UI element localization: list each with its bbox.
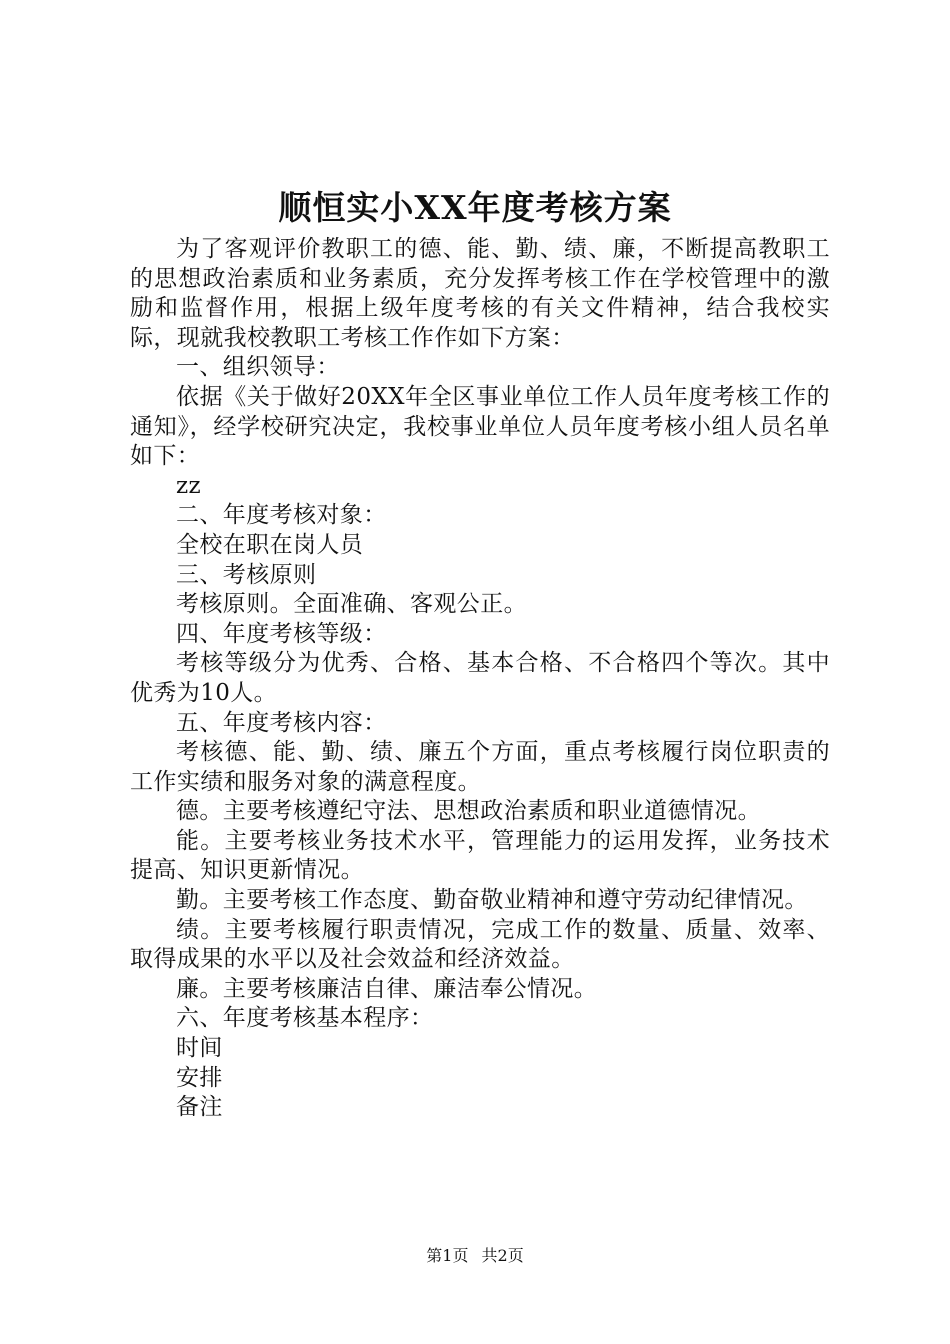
paragraph-grades: 考核等级分为优秀、合格、基本合格、不合格四个等次。其中优秀为10人。 bbox=[130, 650, 830, 706]
page-number: 第1页 bbox=[426, 1246, 469, 1265]
paragraph-ji: 绩。主要考核履行职责情况，完成工作的数量、质量、效率、取得成果的水平以及社会效益和经济效益。 bbox=[130, 916, 830, 973]
heading-principle: 三、考核原则 bbox=[176, 561, 317, 588]
page-total: 共2页 bbox=[481, 1246, 524, 1265]
heading-assessment-target: 二、年度考核对象： bbox=[176, 502, 387, 529]
heading-procedure: 六、年度考核基本程序： bbox=[176, 1005, 434, 1032]
paragraph-time: 时间 bbox=[176, 1035, 223, 1062]
heading-grades: 四、年度考核等级： bbox=[176, 620, 387, 647]
paragraph-member-list: zz bbox=[176, 472, 202, 499]
paragraph-content: 考核德、能、勤、绩、廉五个方面，重点考核履行岗位职责的工作实绩和服务对象的满意程度。 bbox=[130, 739, 830, 795]
paragraph-de: 德。主要考核遵纪守法、思想政治素质和职业道德情况。 bbox=[176, 798, 761, 825]
paragraph-notes: 备注 bbox=[176, 1094, 223, 1121]
heading-content: 五、年度考核内容： bbox=[176, 709, 387, 736]
paragraph-intro: 为了客观评价教职工的德、能、勤、绩、廉，不断提高教职工的思想政治素质和业务素质，充分发挥考核工作在学校管理中的激励和监督作用，根据上级年度考核的有关文件精神，结合我校实际，现就我校教职工考核工作作如下方案： bbox=[130, 236, 830, 351]
paragraph-basis: 依据《关于做好20XX年全区事业单位工作人员年度考核工作的通知》，经学校研究决定，我校事业单位人员年度考核小组人员名单如下： bbox=[130, 383, 830, 470]
page-footer bbox=[0, 1244, 950, 1268]
paragraph-principle: 考核原则。全面准确、客观公正。 bbox=[176, 591, 527, 618]
paragraph-target: 全校在职在岗人员 bbox=[176, 531, 364, 558]
document-body bbox=[130, 235, 830, 1123]
paragraph-neng: 能。主要考核业务技术水平，管理能力的运用发挥，业务技术提高、知识更新情况。 bbox=[130, 827, 830, 884]
heading-organization: 一、组织领导： bbox=[176, 354, 340, 381]
paragraph-arrangement: 安排 bbox=[176, 1064, 223, 1091]
paragraph-qin: 勤。主要考核工作态度、勤奋敬业精神和遵守劳动纪律情况。 bbox=[176, 887, 808, 914]
paragraph-lian: 廉。主要考核廉洁自律、廉洁奉公情况。 bbox=[176, 975, 598, 1002]
document-title: 顺恒实小XX年度考核方案 bbox=[278, 188, 672, 227]
